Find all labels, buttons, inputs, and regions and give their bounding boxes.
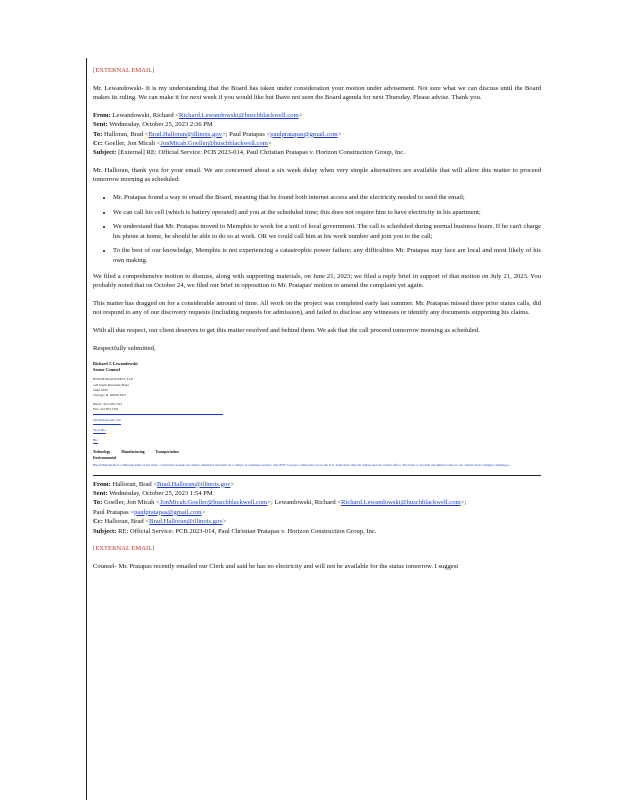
list-item: • To the best of our knowledge, Memphis is not experiencing a catastrophic power failure; any difficulties Mr. Pratapas may face are local and most likely of his own making. [113,246,541,265]
signature-divider [93,414,223,415]
to-line: To: Goeller, Jon Micah <JonMicah.Goeller@huschblackwell.com>; Lewandowski, Richard <Richard.Lewandowski@huschblackwell.com>; [93,499,467,507]
external-email-tag: [EXTERNAL EMAIL] [93,544,155,552]
external-email-tag: [EXTERNAL EMAIL] [93,67,155,74]
from-email-link[interactable]: Richard.Lewandowski@huschblackwell.com [179,111,299,119]
signature-team: Environmental [93,456,117,461]
email2-paragraph: This matter has dragged on for a considerable amount of time. All work on the project was completed early last summer. Mr. Pratapas missed three prior status calls, did not respond to any of our discovery requests (including requests for admission), and failed to disclose any witnesses or identify any documents supporting his claims. [93,299,541,317]
to-email-link[interactable]: Brad.Halloran@illinois.gov [148,130,222,138]
from-email-link[interactable]: Brad.Halloran@illinois.gov [157,480,231,488]
to-email-link[interactable]: JonMicah.Goeller@huschblackwell.com [159,499,268,507]
cc-email-link[interactable]: JonMicah.Goeller@huschblackwell.com [160,140,268,147]
signature-teams: Technology Manufacturing Transportation [93,450,179,455]
website-link[interactable]: huschblackwell.com [93,418,121,424]
to-email-link[interactable]: paulpratapas@gmail.com [270,130,338,138]
cc-email-link[interactable]: Brad.Halloran@illinois.gov [149,518,223,526]
email-divider [93,475,541,476]
signature-firm: HUSCH BLACKWELL LLP [93,377,133,382]
sent-line: Sent: Wednesday, October 25, 2023 1:54 PM [93,489,213,497]
from-line: From: Halloran, Brad <Brad.Halloran@illinois.gov> [93,480,235,488]
email-thread [93,66,541,579]
signature-name: Richard J. Lewandowski [93,361,138,367]
closing: Respectfully submitted, [93,344,156,352]
email2-paragraph: We filed a comprehensive motion to dismiss, along with supporting materials, on June 21, 2023; we filed a reply brief in support of that motion on July 21, 2023. You probably noted that on October 24, we filed our brief in opposition to Mr. Pratapas' motion to amend the complaint yet again. [93,272,541,290]
to-email-link[interactable]: paulpratapas@gmail.com [134,508,202,516]
email2-intro: Mr. Halloran, thank you for your email. We are concerned about a six week delay when very simple alternatives are available that will allow this matter to proceed tomorrow morning as scheduled: [93,166,541,184]
to-line-cont: Paul Pratapas <paulpratapas@gmail.com> [93,508,206,516]
signature-title: Senior Counsel [93,367,121,373]
subject-line: Subject: [External] RE: Official Service: PCB 2023-014, Paul Christian Pratapas v. Horizon Construction Group, Inc. [93,149,405,157]
signature-footer: Husch Blackwell is a different kind of law firm—structured around our clients' industries and built on a culture of relentless service. Our 850+ lawyers collaborate across the U.S. from more than 20 offices and our virtual office, The Link, to provide uncommon value to our clients' most complex challenges. [93,463,510,468]
alternatives-list [93,193,541,266]
signature-address: Suite 2200 [93,387,108,392]
email2-paragraph: With all due respect, our client deserves to get this matter resolved and behind them. We ask that the call proceed tomorrow morning as scheduled. [93,326,480,334]
from-line: From: Lewandowski, Richard <Richard.Lewandowski@huschblackwell.com> [93,111,303,119]
signature-address: 120 South Riverside Plaza [93,382,129,387]
signature-direct: Direct: 312.526.1523 [93,401,122,406]
bio-link[interactable]: View Bio [93,428,106,434]
email-header-2 [93,480,541,536]
signature-fax: Fax: 312.655.1501 [93,407,119,412]
email1-body: Mr. Lewandowski- It is my understanding that the Board has taken under consideration your motion under advisement. Not sure what we can discuss until the Board makes its ruling. We can make it for next week if you would like but Ihave not seen the Board agenda for next Thursday. Please advise. Thank you. [93,84,541,102]
list-item: • Mr. Pratapas found a way to email the Board, meaning that he found both internet access and the electricity needed to send the email; [113,193,541,203]
to-line: To: Halloran, Brad <Brad.Halloran@illinois.gov>; Paul Pratapas <paulpratapas@gmail.com> [93,130,342,138]
cc-line: Cc: Goeller, Jon Micah <JonMicah.Goeller@huschblackwell.com> [93,140,272,147]
list-item: • We can call his cell (which is battery operated) and you at the scheduled time; this does not require him to have electricity in his apartment; [113,208,541,218]
to-email-link[interactable]: Richard.Lewandowski@huschblackwell.com [341,499,461,507]
bio-link[interactable]: Bio [93,438,98,444]
sent-line: Sent: Wednesday, October 25, 2023 2:36 PM [93,121,213,129]
email3-body: Counsel- Mr. Pratapas recently emailed our Clerk and said he has no electricity and will not be available for the status tomorrow. I suggest [93,562,459,570]
signature-address: Chicago, IL 60606-3912 [93,393,127,398]
cc-line: Cc: Halloran, Brad <Brad.Halloran@illinois.gov> [93,518,227,526]
quote-margin-line [86,58,87,800]
email-signature [93,361,541,468]
subject-line: Subject: RE: Official Service: PCB 2023-014, Paul Christian Pratapas v. Horizon Construction Group, Inc. [93,527,377,535]
email-header-1 [93,111,541,158]
list-item: • We understand that Mr. Pratapas moved to Memphis to work for a unit of local government. The call is scheduled during normal business hours. If he can't charge his phone at home, he should be able to do so at work. OR we could call him at his work number and join you to the call; [113,222,541,241]
